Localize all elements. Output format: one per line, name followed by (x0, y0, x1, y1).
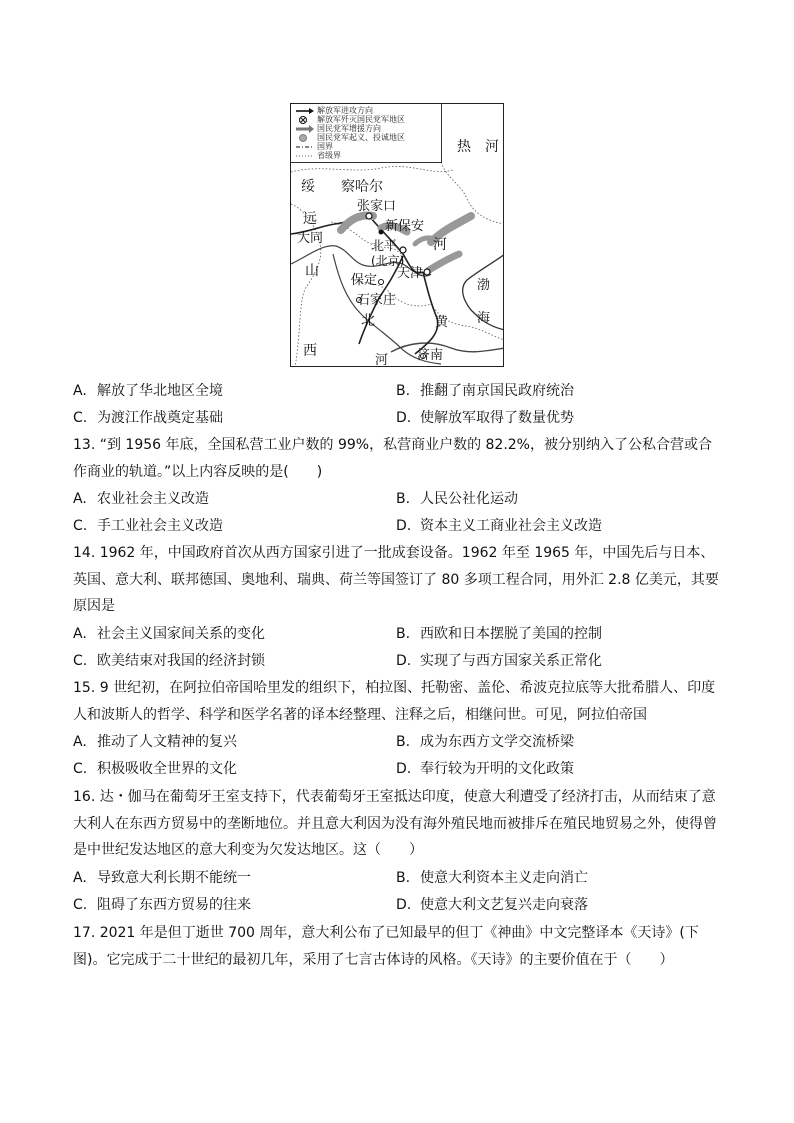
option-b[interactable] (396, 489, 518, 509)
option-d[interactable] (396, 759, 574, 779)
option-text: 阻碍了东西方贸易的往来 (97, 897, 251, 913)
option-letter: A. (73, 734, 87, 750)
place-label: 黄 (435, 315, 449, 330)
option-text: 手工业社会主义改造 (97, 518, 223, 534)
place-label: 河 (485, 139, 499, 155)
option-text: 解放了华北地区全境 (97, 383, 223, 399)
legend-label: 国民党军增援方向 (317, 124, 381, 133)
option-letter: D. (396, 518, 412, 534)
option-text: 使解放军取得了数量优势 (420, 410, 574, 426)
option-letter: C. (73, 410, 88, 426)
option-text: 西欧和日本摆脱了美国的控制 (420, 626, 602, 642)
option-d[interactable] (396, 651, 602, 671)
option-letter: C. (73, 897, 88, 913)
option-b[interactable] (396, 868, 588, 888)
city-marker-baoding (379, 280, 384, 285)
option-letter: A. (73, 870, 87, 886)
option-text: 使意大利文艺复兴走向衰落 (420, 897, 588, 913)
option-d[interactable] (396, 516, 602, 536)
province-border (291, 166, 453, 172)
option-text: 积极吸收全世界的文化 (97, 761, 237, 777)
place-label: 石家庄 (357, 293, 397, 308)
question-17-stem: 17. 2021 年是但丁逝世 700 周年，意大利公布了已知最早的但丁《神曲》中文完整译本《天诗》(下图)。它完成于二十世纪的最初几年，采用了七言古体诗的风格。《天诗》的主要价值在于（ ） (73, 925, 699, 968)
option-text: 使意大利资本主义走向消亡 (420, 870, 588, 886)
question-15-stem: 15. 9 世纪初，在阿拉伯帝国哈里发的组织下，柏拉图、托勒密、盖伦、希波克拉底等大批希腊人、印度人和波斯人的哲学、科学和医学名著的译本经整理、注释之后，相继问世。可见，阿拉伯帝国 (73, 680, 716, 723)
yellow-river (391, 343, 504, 352)
option-text: 推动了人文精神的复兴 (97, 734, 237, 750)
option-letter: B. (396, 734, 411, 750)
railway-line (415, 272, 438, 354)
option-letter: B. (396, 491, 411, 507)
question-14-stem: 14. 1962 年，中国政府首次从西方国家引进了一批成套设备。1962 年至 1965 年，中国先后与日本、英国、意大利、联邦德国、奥地利、瑞典、荷兰等国签订了 80 多项工程合同，用外汇 2.8 亿美元，其要原因是 (73, 545, 719, 615)
option-text: 导致意大利长期不能统一 (97, 870, 251, 886)
city-marker-tianjin (424, 269, 430, 275)
place-label: 保定 (351, 273, 378, 288)
place-label: 河 (433, 237, 447, 253)
option-d[interactable] (396, 895, 588, 915)
place-label: 西 (303, 343, 317, 359)
option-c[interactable] (73, 408, 223, 428)
city-marker-beiping (400, 247, 406, 253)
option-text: 奉行较为开明的文化政策 (420, 761, 574, 777)
legend-label: 解放军歼灭国民党军地区 (317, 115, 405, 124)
option-c[interactable] (73, 516, 223, 536)
option-text: 资本主义工商业社会主义改造 (420, 518, 602, 534)
place-label: 新保安 (385, 219, 425, 234)
option-letter: B. (396, 383, 411, 399)
place-label: 北 (361, 313, 375, 329)
option-text: 欧美结束对我国的经济封锁 (97, 653, 265, 669)
option-text: 成为东西方文学交流桥梁 (420, 734, 574, 750)
option-b[interactable] (396, 732, 574, 752)
attack-arrow (429, 254, 459, 270)
legend-label: 国民党军起义、投诚地区 (317, 133, 405, 142)
option-a[interactable] (73, 732, 237, 752)
option-b[interactable] (396, 381, 574, 401)
legend-label: 解放军进攻方向 (317, 106, 373, 115)
place-label: 远 (303, 211, 317, 227)
option-text: 实现了与西方国家关系正常化 (420, 653, 602, 669)
place-label: 北平 (371, 239, 398, 254)
place-label: 张家口 (357, 199, 397, 214)
option-letter: B. (396, 870, 411, 886)
map-legend (291, 104, 442, 163)
option-letter: A. (73, 626, 87, 642)
option-letter: C. (73, 761, 88, 777)
city-marker-xinbaoan (379, 230, 384, 235)
option-c[interactable] (73, 895, 251, 915)
place-label: 河 (375, 353, 389, 367)
question-13-stem: 13. “到 1956 年底，全国私营工业户数的 99%，私营商业户数的 82.2%，被分别纳入了公私合营或合作商业的轨道。”以上内容反映的是( ) (73, 437, 712, 480)
option-text: 社会主义国家间关系的变化 (97, 626, 265, 642)
legend-row (295, 151, 341, 161)
option-a[interactable] (73, 868, 251, 888)
option-letter: D. (396, 761, 412, 777)
option-c[interactable] (73, 759, 237, 779)
option-d[interactable] (396, 408, 574, 428)
place-label: (北京) (371, 254, 405, 268)
option-text: 农业社会主义改造 (97, 491, 209, 507)
option-text: 为渡江作战奠定基础 (97, 410, 223, 426)
place-label: 热 (457, 139, 471, 155)
option-letter: D. (396, 653, 412, 669)
option-a[interactable] (73, 489, 209, 509)
place-label: 济南 (417, 348, 444, 363)
legend-label: 国界 (317, 142, 333, 151)
option-text: 推翻了南京国民政府统治 (420, 383, 574, 399)
place-label: 天津 (397, 266, 424, 281)
question-16-stem: 16. 达・伽马在葡萄牙王室支持下，代表葡萄牙王室抵达印度，使意大利遭受了经济打击，从而结束了意大利人在东西方贸易中的垄断地位。并且意大利因为没有海外殖民地而被排斥在殖民地贸易之外，使得曾是中世纪发达地区的意大利变为欠发达地区。这（ ） (73, 789, 717, 859)
map-figure (290, 103, 504, 367)
option-text: 人民公社化运动 (420, 491, 518, 507)
option-b[interactable] (396, 624, 602, 644)
option-letter: A. (73, 383, 87, 399)
option-a[interactable] (73, 624, 265, 644)
option-letter: D. (396, 897, 412, 913)
place-label: 海 (477, 311, 491, 326)
option-letter: C. (73, 518, 88, 534)
place-label: 山 (305, 263, 319, 279)
option-letter: C. (73, 653, 88, 669)
place-label: 大同 (297, 231, 324, 246)
place-label: 绥 (301, 179, 315, 195)
option-c[interactable] (73, 651, 265, 671)
dot-line-icon (295, 151, 315, 161)
place-label: 渤 (477, 278, 491, 293)
option-letter: A. (73, 491, 87, 507)
option-letter: D. (396, 410, 412, 426)
legend-label: 省级界 (317, 151, 341, 160)
place-label: 察哈尔 (341, 179, 383, 195)
option-a[interactable] (73, 381, 223, 401)
option-letter: B. (396, 626, 411, 642)
